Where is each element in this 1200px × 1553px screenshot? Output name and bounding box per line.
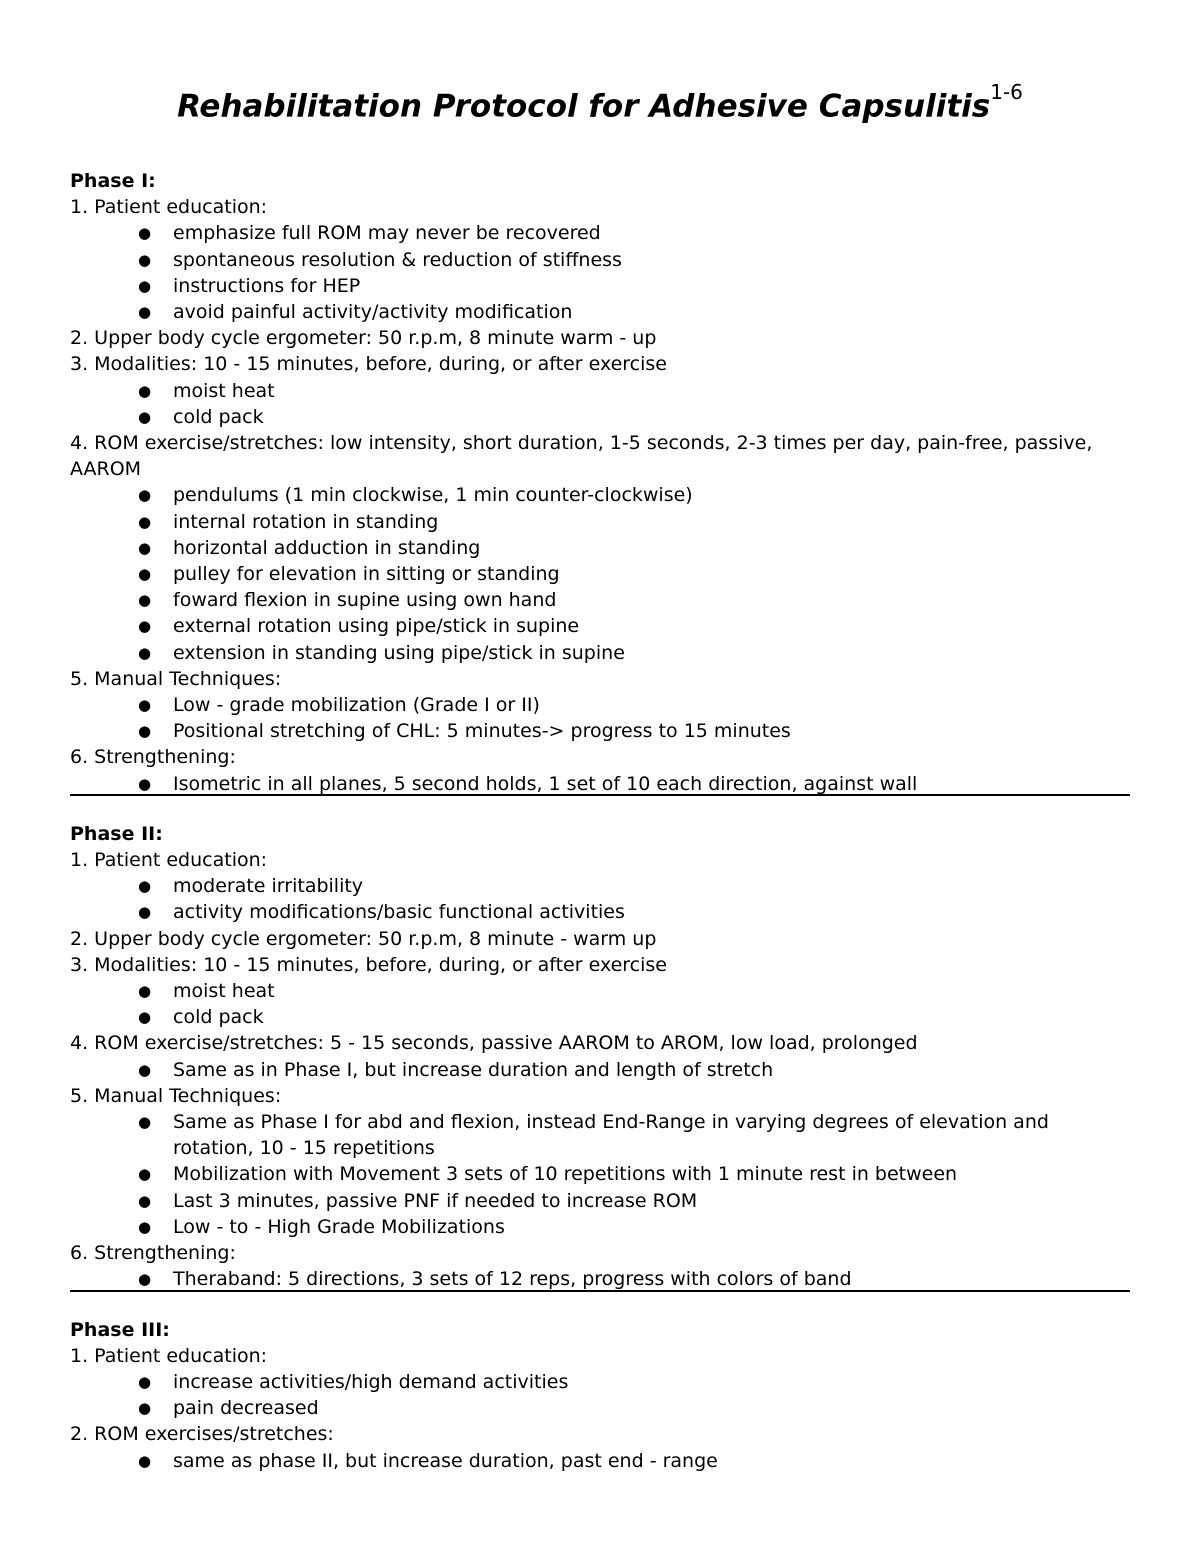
bullet-icon: ● — [138, 407, 152, 426]
bullet-list — [70, 1266, 1130, 1292]
list-item — [70, 1188, 1130, 1214]
title-citation-superscript: 1-6 — [990, 80, 1023, 104]
numbered-item: 3. Modalities: 10 - 15 minutes, before, during, or after exercise — [70, 953, 667, 976]
numbered-item: 6. Strengthening: — [70, 746, 236, 769]
bullet-icon: ● — [138, 722, 152, 741]
bullet-list — [70, 1369, 1130, 1421]
list-item-text: emphasize full ROM may never be recovered — [173, 222, 601, 245]
numbered-item: 6. Strengthening: — [70, 1242, 236, 1265]
list-item — [70, 899, 1130, 925]
bullet-list — [70, 1448, 1130, 1474]
bullet-icon: ● — [138, 1008, 152, 1027]
list-item — [70, 1266, 1130, 1292]
list-item — [70, 587, 1130, 613]
bullet-icon: ● — [138, 381, 152, 400]
bullet-icon: ● — [138, 774, 152, 793]
bullet-list — [70, 771, 1130, 797]
list-item — [70, 640, 1130, 666]
document-title-text: Rehabilitation Protocol for Adhesive Capsulitis — [177, 88, 991, 125]
document-page — [70, 72, 1130, 1474]
list-item-text: moderate irritability — [173, 875, 364, 898]
list-item — [70, 273, 1130, 299]
bullet-icon: ● — [138, 512, 152, 531]
bullet-list — [70, 978, 1130, 1030]
list-item-text: increase activities/high demand activities — [173, 1370, 569, 1393]
phases-container — [70, 168, 1130, 1474]
bullet-icon: ● — [138, 643, 152, 662]
list-item — [70, 247, 1130, 273]
list-item-text: activity modifications/basic functional activities — [173, 901, 625, 924]
numbered-item: 5. Manual Techniques: — [70, 667, 282, 690]
list-item-text: Same as Phase I for abd and flexion, instead End-Range in varying degrees of elevation and rotation, 10 - 15 repetitions — [173, 1111, 1049, 1160]
numbered-item: 2. Upper body cycle ergometer: 50 r.p.m, 8 minute warm - up — [70, 327, 657, 350]
list-item-text: Same as in Phase I, but increase duration and length of stretch — [173, 1058, 774, 1081]
bullet-icon: ● — [138, 224, 152, 243]
list-item — [70, 978, 1130, 1004]
bullet-icon: ● — [138, 538, 152, 557]
list-item-text: moist heat — [173, 980, 275, 1003]
bullet-list — [70, 1057, 1130, 1083]
bullet-list — [70, 220, 1130, 325]
bullet-icon: ● — [138, 617, 152, 636]
bullet-icon: ● — [138, 696, 152, 715]
list-item-text: spontaneous resolution & reduction of stiffness — [173, 248, 622, 271]
list-item-text: Low - grade mobilization (Grade I or II) — [173, 694, 540, 717]
numbered-item: 1. Patient education: — [70, 849, 268, 872]
bullet-icon: ● — [138, 303, 152, 321]
list-item-text: Low - to - High Grade Mobilizations — [173, 1215, 505, 1238]
bullet-icon: ● — [138, 486, 152, 505]
bullet-list — [70, 378, 1130, 430]
bullet-icon: ● — [138, 250, 152, 269]
numbered-item: 4. ROM exercise/stretches: 5 - 15 seconds, passive AAROM to AROM, low load, prolonged — [70, 1032, 918, 1055]
list-item — [70, 1161, 1130, 1187]
list-item-text: cold pack — [173, 1006, 264, 1029]
bullet-icon: ● — [138, 1217, 152, 1236]
bullet-icon: ● — [138, 1113, 152, 1132]
list-item — [70, 692, 1130, 718]
phase-heading: Phase III: — [70, 1318, 170, 1341]
bullet-list — [70, 482, 1130, 665]
list-item-text: cold pack — [173, 405, 264, 428]
list-item-text: foward flexion in supine using own hand — [173, 589, 557, 612]
list-item — [70, 1369, 1130, 1395]
numbered-item: 3. Modalities: 10 - 15 minutes, before, during, or after exercise — [70, 353, 667, 376]
phase-section — [70, 168, 1130, 796]
list-item-text: same as phase II, but increase duration, past end - range — [173, 1449, 718, 1472]
bullet-icon: ● — [138, 982, 152, 1001]
list-item — [70, 561, 1130, 587]
list-item-text: horizontal adduction in standing — [173, 536, 481, 559]
bullet-icon: ● — [138, 276, 152, 295]
list-item — [70, 535, 1130, 561]
list-item-text: Mobilization with Movement 3 sets of 10 repetitions with 1 minute rest in between — [173, 1163, 958, 1186]
list-item-text: external rotation using pipe/stick in supine — [173, 615, 580, 638]
bullet-icon: ● — [138, 877, 152, 896]
list-item — [70, 1004, 1130, 1030]
list-item-text: moist heat — [173, 379, 275, 402]
numbered-item: 4. ROM exercise/stretches: low intensity, short duration, 1-5 seconds, 2-3 times per day, pain-free, passive, AAROM — [70, 432, 1093, 481]
list-item — [70, 771, 1130, 797]
list-item — [70, 613, 1130, 639]
numbered-item: 1. Patient education: — [70, 1344, 268, 1367]
bullet-list — [70, 692, 1130, 744]
bullet-icon: ● — [138, 1165, 152, 1184]
list-item-text: extension in standing using pipe/stick in supine — [173, 641, 625, 664]
list-item — [70, 873, 1130, 899]
list-item-text: Last 3 minutes, passive PNF if needed to increase ROM — [173, 1189, 698, 1212]
list-item — [70, 1448, 1130, 1474]
bullet-icon: ● — [138, 1060, 152, 1079]
list-item — [70, 718, 1130, 744]
list-item-text: internal rotation in standing — [173, 510, 439, 533]
bullet-icon: ● — [138, 903, 152, 922]
list-item-text: pendulums (1 min clockwise, 1 min counter-clockwise) — [173, 484, 693, 507]
bullet-icon: ● — [138, 1451, 152, 1470]
document-title — [70, 72, 1130, 124]
numbered-item: 5. Manual Techniques: — [70, 1084, 282, 1107]
list-item-text: Positional stretching of CHL: 5 minutes-> progress to 15 minutes — [173, 720, 791, 743]
list-item — [70, 378, 1130, 404]
bullet-icon: ● — [138, 1191, 152, 1210]
bullet-icon: ● — [138, 1270, 152, 1289]
list-item — [70, 509, 1130, 535]
list-item-text: Isometric in all planes, 5 second holds, 1 set of 10 each direction, against wall — [173, 772, 918, 795]
list-item — [70, 1395, 1130, 1421]
bullet-list — [70, 873, 1130, 925]
list-item-text: pulley for elevation in sitting or standing — [173, 563, 560, 586]
list-item-text: Theraband: 5 directions, 3 sets of 12 reps, progress with colors of band — [173, 1268, 852, 1291]
phase-heading: Phase I: — [70, 170, 156, 192]
phase-heading: Phase II: — [70, 822, 163, 845]
numbered-item: 1. Patient education: — [70, 196, 268, 219]
list-item-text: pain decreased — [173, 1397, 319, 1420]
list-item — [70, 482, 1130, 508]
list-item — [70, 299, 1130, 325]
list-item-text: avoid painful activity/activity modification — [173, 301, 573, 323]
list-item — [70, 1214, 1130, 1240]
bullet-icon: ● — [138, 1372, 152, 1391]
numbered-item: 2. ROM exercises/stretches: — [70, 1423, 334, 1446]
list-item — [70, 1057, 1130, 1083]
bullet-icon: ● — [138, 1399, 152, 1418]
bullet-icon: ● — [138, 565, 152, 584]
list-item — [70, 404, 1130, 430]
phase-section — [70, 1317, 1130, 1474]
bullet-list — [70, 1109, 1130, 1240]
numbered-item: 2. Upper body cycle ergometer: 50 r.p.m, 8 minute - warm up — [70, 927, 657, 950]
list-item — [70, 220, 1130, 246]
bullet-icon: ● — [138, 591, 152, 610]
list-item-text: instructions for HEP — [173, 274, 361, 297]
list-item — [70, 1109, 1130, 1161]
phase-section — [70, 821, 1130, 1292]
